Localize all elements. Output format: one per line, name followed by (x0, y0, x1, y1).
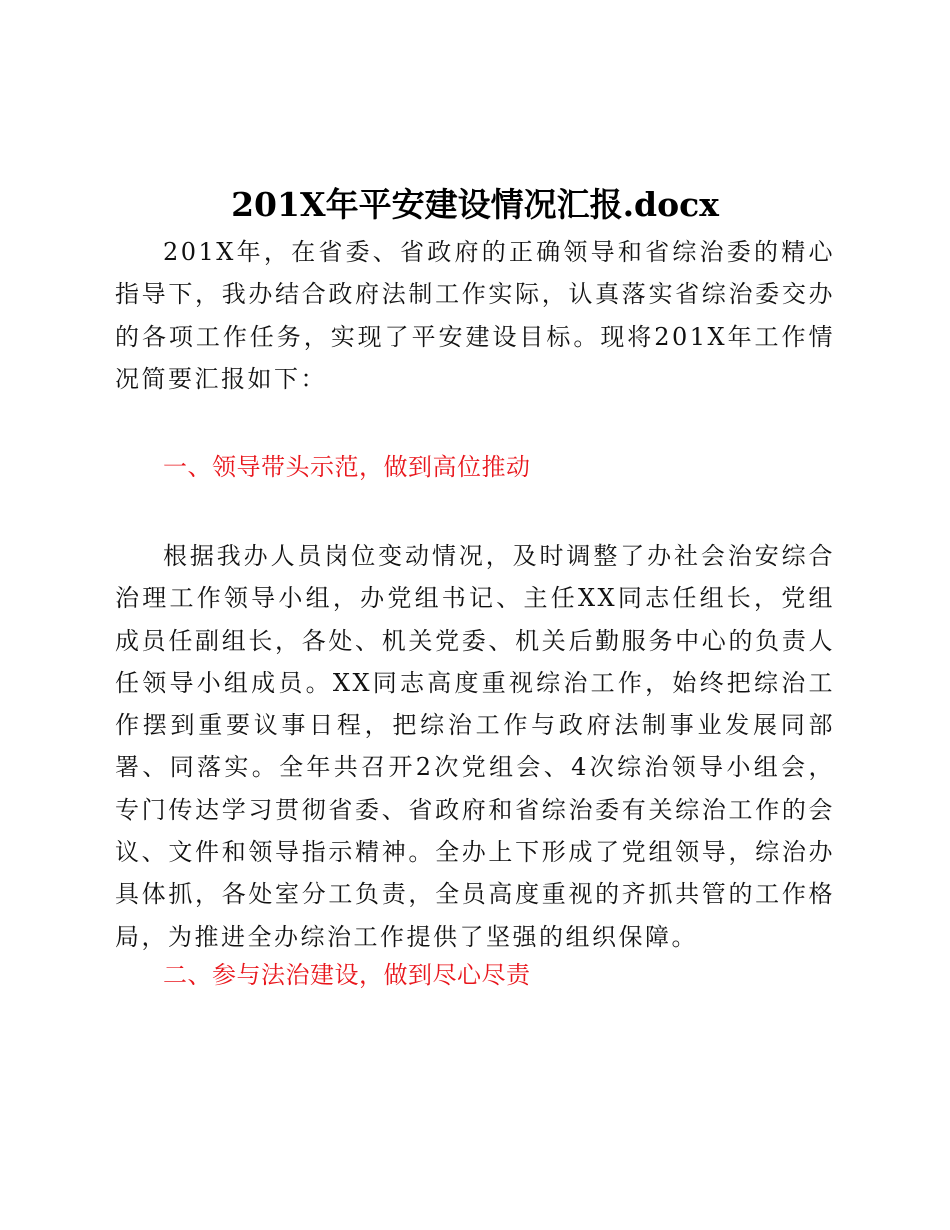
section-1-paragraph: 根据我办人员岗位变动情况，及时调整了办社会治安综合治理工作领导小组，办党组书记、主任XX同志任组长，党组成员任副组长，各处、机关党委、机关后勤服务中心的负责人任领导小组成员。XX同志高度重视综治工作，始终把综治工作摆到重要议事日程，把综治工作与政府法制事业发展同部署、同落实。全年共召开2次党组会、4次综治领导小组会，专门传达学习贯彻省委、省政府和省综治委有关综治工作的会议、文件和领导指示精神。全办上下形成了党组领导，综治办具体抓，各处室分工负责，全员高度重视的齐抓共管的工作格局，为推进全办综治工作提供了坚强的组织保障。 (115, 542, 835, 951)
intro-paragraph: 201X年，在省委、省政府的正确领导和省综治委的精心指导下，我办结合政府法制工作实际，认真落实省综治委交办的各项工作任务，实现了平安建设目标。现将201X年工作情况简要汇报如下： (115, 238, 835, 393)
document-title: 201X年平安建设情况汇报.docx (231, 185, 719, 224)
section-heading-1: 一、领导带头示范，做到高位推动 (163, 453, 531, 481)
section-heading-2: 二、参与法治建设，做到尽心尽责 (163, 961, 531, 989)
